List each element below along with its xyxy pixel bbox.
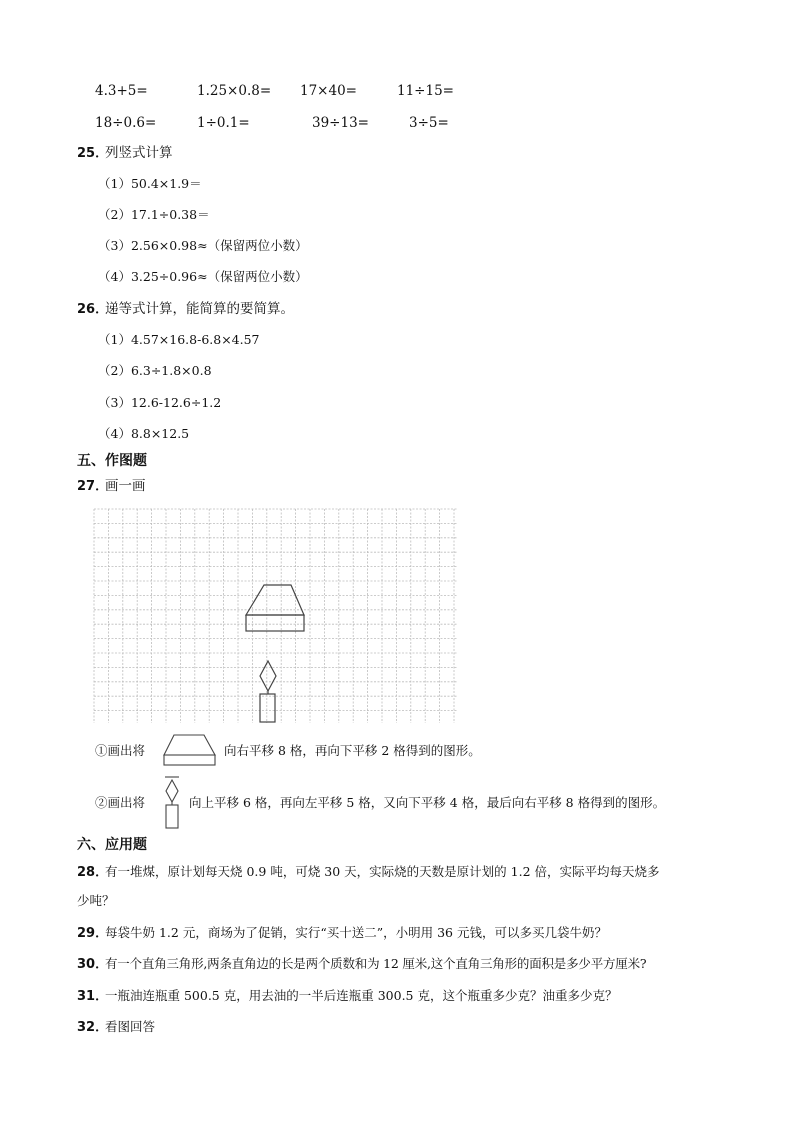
- trapezoid-icon: [162, 733, 218, 767]
- calc-item: 39÷13=: [312, 115, 369, 131]
- question-25-title: 列竖式计算: [105, 145, 173, 161]
- question-28-line-1: 有一堆煤，原计划每天烧 0.9 吨，可烧 30 天，实际烧的天数是原计划的 1.2 倍，实际平均每天烧多: [105, 864, 660, 879]
- section-title-6: 六、应用题: [77, 837, 147, 853]
- question-number-28: 28．: [77, 865, 109, 880]
- question-29-text: 每袋牛奶 1.2 元，商场为了促销，实行“买十送二”，小明用 36 元钱，可以多买几袋牛奶？: [105, 925, 607, 940]
- question-31-text: 一瓶油连瓶重 500.5 克，用去油的一半后连瓶重 300.5 克，这个瓶重多少克？油重多少克？: [105, 988, 618, 1003]
- question-number-25: 25．: [77, 146, 109, 161]
- question-25-item-4: （4）3.25÷0.96≈（保留两位小数）: [98, 269, 308, 284]
- question-26-item-2: （2）6.3÷1.8×0.8: [98, 363, 212, 378]
- instruction-1-text: 向右平移 8 格，再向下平移 2 格得到的图形。: [224, 743, 481, 758]
- drawing-grid: [93, 508, 459, 724]
- question-number-29: 29．: [77, 926, 109, 941]
- question-25-item-2: （2）17.1÷0.38＝: [98, 207, 210, 222]
- question-27-title: 画一画: [105, 478, 146, 494]
- question-number-32: 32．: [77, 1020, 109, 1035]
- question-26-item-1: （1）4.57×16.8-6.8×4.57: [98, 332, 260, 347]
- calc-item: 3÷5=: [409, 115, 449, 131]
- calc-item: 11÷15=: [397, 83, 454, 99]
- rhombus-rectangle-shape: [260, 661, 276, 722]
- question-number-26: 26．: [77, 302, 109, 317]
- section-title-5: 五、作图题: [77, 453, 147, 469]
- question-28-line-2: 少吨？: [77, 893, 115, 908]
- question-number-27: 27．: [77, 479, 109, 494]
- question-26-item-3: （3）12.6-12.6÷1.2: [98, 395, 222, 410]
- question-number-31: 31．: [77, 989, 109, 1004]
- question-25-item-3: （3）2.56×0.98≈（保留两位小数）: [98, 238, 308, 253]
- question-30-text: 有一个直角三角形,两条直角边的长是两个质数和为 12 厘米,这个直角三角形的面积是多少平方厘米?: [105, 956, 647, 971]
- rhombus-rectangle-icon: [163, 776, 181, 830]
- question-26-item-4: （4）8.8×12.5: [98, 426, 190, 441]
- calc-item: 17×40=: [300, 83, 357, 99]
- instruction-2-prefix: ②画出将: [95, 795, 146, 810]
- calc-item: 4.3+5=: [95, 83, 148, 99]
- question-32-text: 看图回答: [105, 1019, 156, 1034]
- question-25-item-1: （1）50.4×1.9＝: [98, 176, 202, 191]
- calc-item: 1÷0.1=: [197, 115, 250, 131]
- grid-svg: [93, 508, 459, 724]
- instruction-1-prefix: ①画出将: [95, 743, 146, 758]
- calc-item: 18÷0.6=: [95, 115, 157, 131]
- instruction-2-text: 向上平移 6 格，再向左平移 5 格，又向下平移 4 格，最后向右平移 8 格得到的图形。: [189, 795, 666, 810]
- question-number-30: 30．: [77, 957, 109, 972]
- calc-item: 1.25×0.8=: [197, 83, 272, 99]
- question-26-title: 递等式计算，能简算的要简算。: [105, 301, 294, 317]
